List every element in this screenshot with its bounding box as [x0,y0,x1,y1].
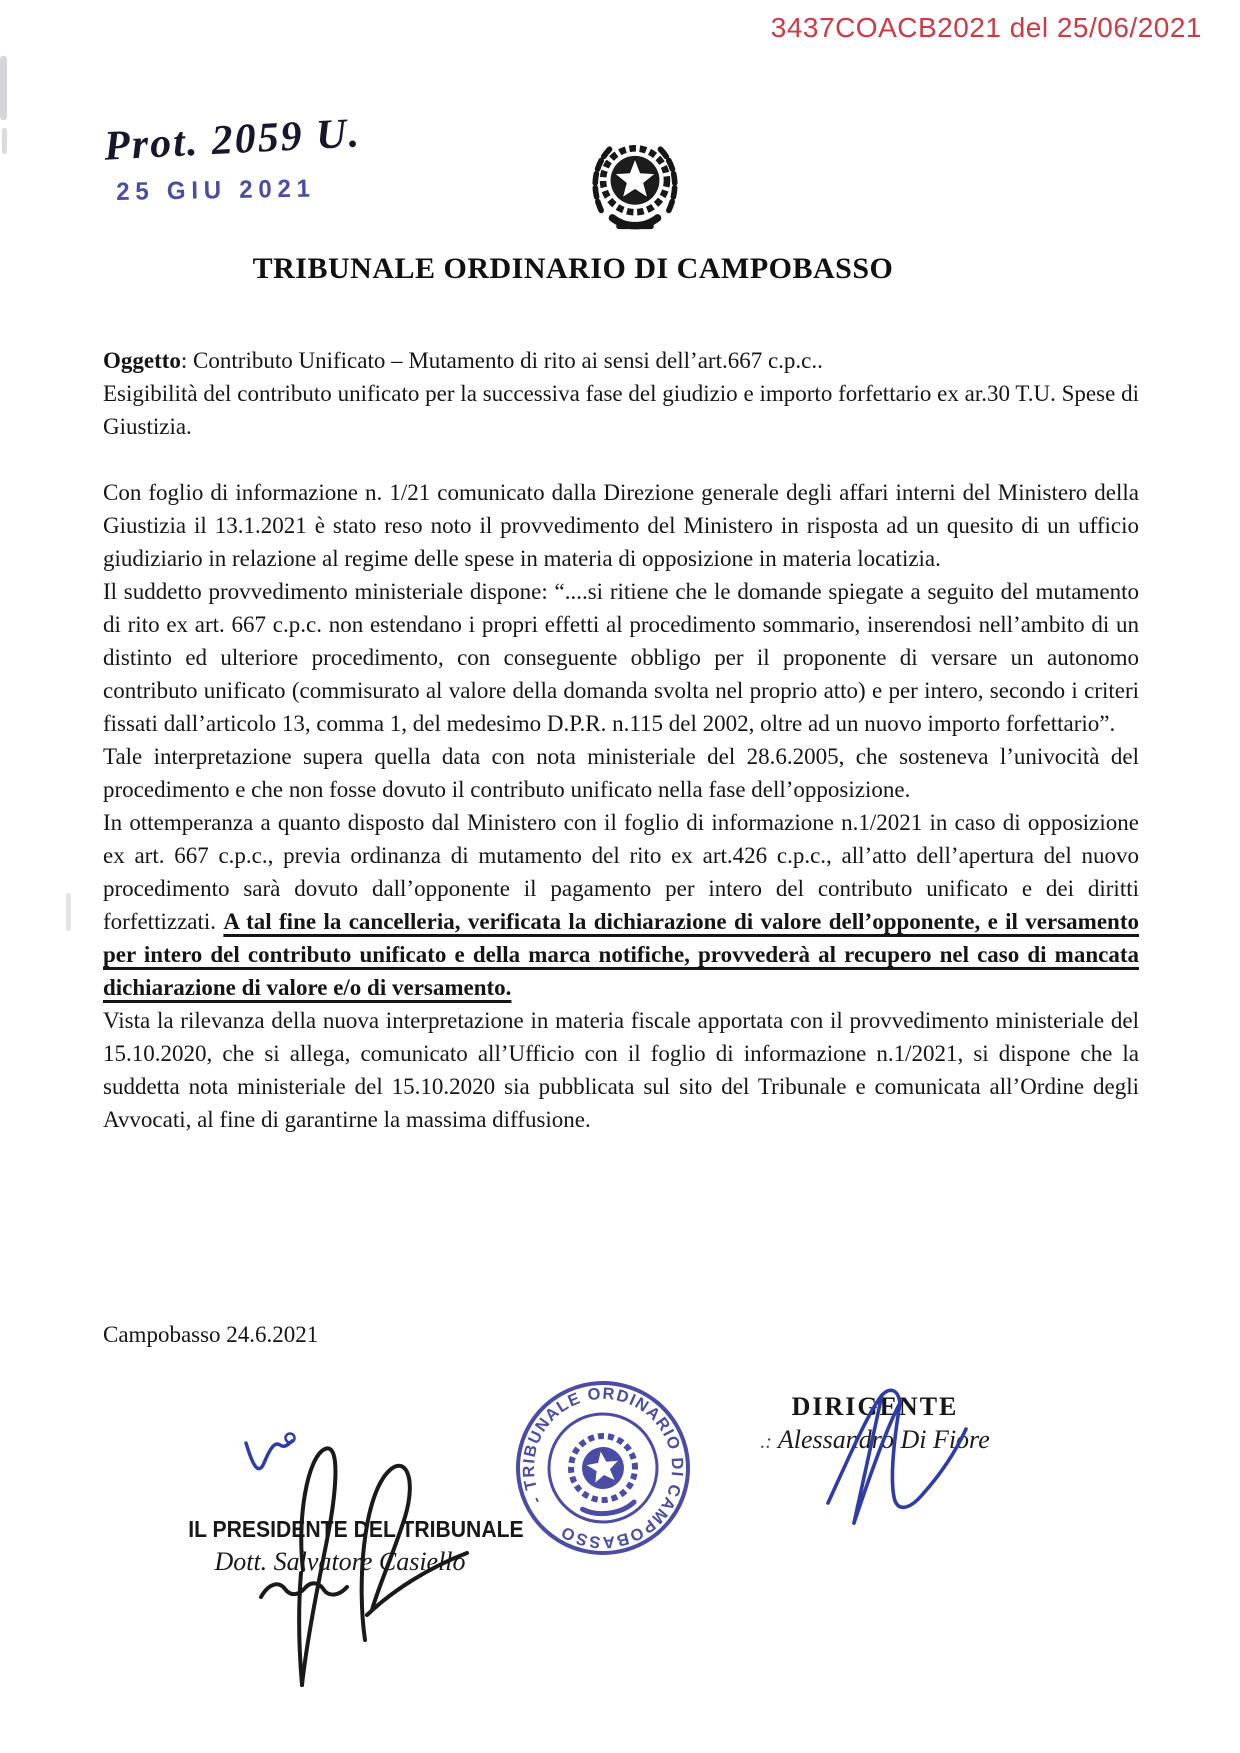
italian-republic-emblem-icon [588,132,682,238]
document-body [103,344,1139,1136]
court-round-stamp [501,1366,704,1569]
round-stamp-text: - TRIBUNALE ORDINARIO DI CAMPOBASSO [519,1384,687,1552]
handwritten-protocol-number: Prot. 2059 U. [102,110,363,170]
body-paragraph-4 [103,806,1139,1004]
body-paragraph-5: Vista la rilevanza della nuova interpretazione in materia fiscale apportata con il provvedimento ministeriale del 15.10.2020, che si allega, comunicato all’Ufficio con il foglio di informazione n.1/2021, si dispone che la suddetta nota ministeriale del 15.10.2020 sia pubblicata sul sito del Tribunale e comunicata all’Ordine degli Avvocati, al fine di garantirne la massima diffusione. [103,1008,1139,1132]
dirigente-title: DIRIGENTE [791,1392,959,1421]
dirigente-name-prefix: .: [760,1431,772,1453]
scan-artifact [66,893,71,931]
subject-paragraph [103,344,1139,443]
date-stamp: 25 GIU 2021 [116,174,316,206]
page-title: TRIBUNALE ORDINARIO DI CAMPOBASSO [252,252,894,285]
body-paragraph-1: Con foglio di informazione n. 1/21 comunicato dalla Direzione generale degli affari interni del Ministero della Giustizia il 13.1.2021 è stato reso noto il provvedimento del Ministero in risposta ad un quesito di un ufficio giudiziario in relazione al regime delle spese in materia di opposizione in materia locatizia. [103,480,1139,571]
body-paragraph-4-lead: In ottemperanza a quanto disposto dal Ministero con il foglio di informazione n.1/2021 in caso di opposizione ex art. 667 c.p.c., previa ordinanza di mutamento del rito ex art.426 c.p.c., all’atto dell’apertura del nuovo procedimento sarà dovuto dall’opponente il pagamento per intero del contributo unificato e dei diritti forfettizzati. [103,810,1139,934]
scan-artifact [2,128,7,154]
protocol-reference: 3437COACB2021 del 25/06/2021 [770,12,1202,43]
body-paragraph-2: Il suddetto provvedimento ministeriale dispone: “....si ritiene che le domande spiegate a seguito del mutamento di rito ex art. 667 c.p.c. non estendano i propri effetti al procedimento sommario, inserendosi nell’ambito di un distinto ed ulteriore procedimento, con conseguente obbligo per il proponente di versare un autonomo contributo unificato (commisurato al valore della domanda svolta nel proprio atto) e per intero, secondo i criteri fissati dall’articolo 13, comma 1, del medesimo D.P.R. n.115 del 2002, oltre ad un nuovo importo forfettario”. [103,579,1139,736]
dirigente-name-text: Alessandro Di Fiore [777,1425,990,1454]
subject-line1: : Contributo Unificato – Mutamento di rito ai sensi dell’art.667 c.p.c.. [180,348,823,373]
subject-label: Oggetto [103,348,181,373]
dateline: Campobasso 24.6.2021 [103,1322,319,1347]
president-name: Dott. Salvatore Casiello [214,1547,466,1576]
scan-artifact [0,56,7,120]
body-paragraph-4-emphasis: A tal fine la cancelleria, verificata la dichiarazione di valore dell’opponente, e il versamento per intero del contributo unificato e della marca notifiche, provvederà al recupero nel caso di mancata dichiarazione di valore e/o di versamento. [103,909,1139,1000]
dirigente-signature [800,1385,990,1535]
body-paragraph-3: Tale interpretazione supera quella data con nota ministeriale del 28.6.2005, che sosteneva l’univocità del procedimento e che non fosse dovuto il contributo unificato nella fase dell’opposizione. [103,744,1139,802]
subject-line2: Esigibilità del contributo unificato per la successiva fase del giudizio e importo forfettario ex ar.30 T.U. Spese di Giustizia. [103,381,1139,439]
president-title: IL PRESIDENTE DEL TRIBUNALE [188,1516,524,1542]
president-signature-block [175,1516,524,1577]
